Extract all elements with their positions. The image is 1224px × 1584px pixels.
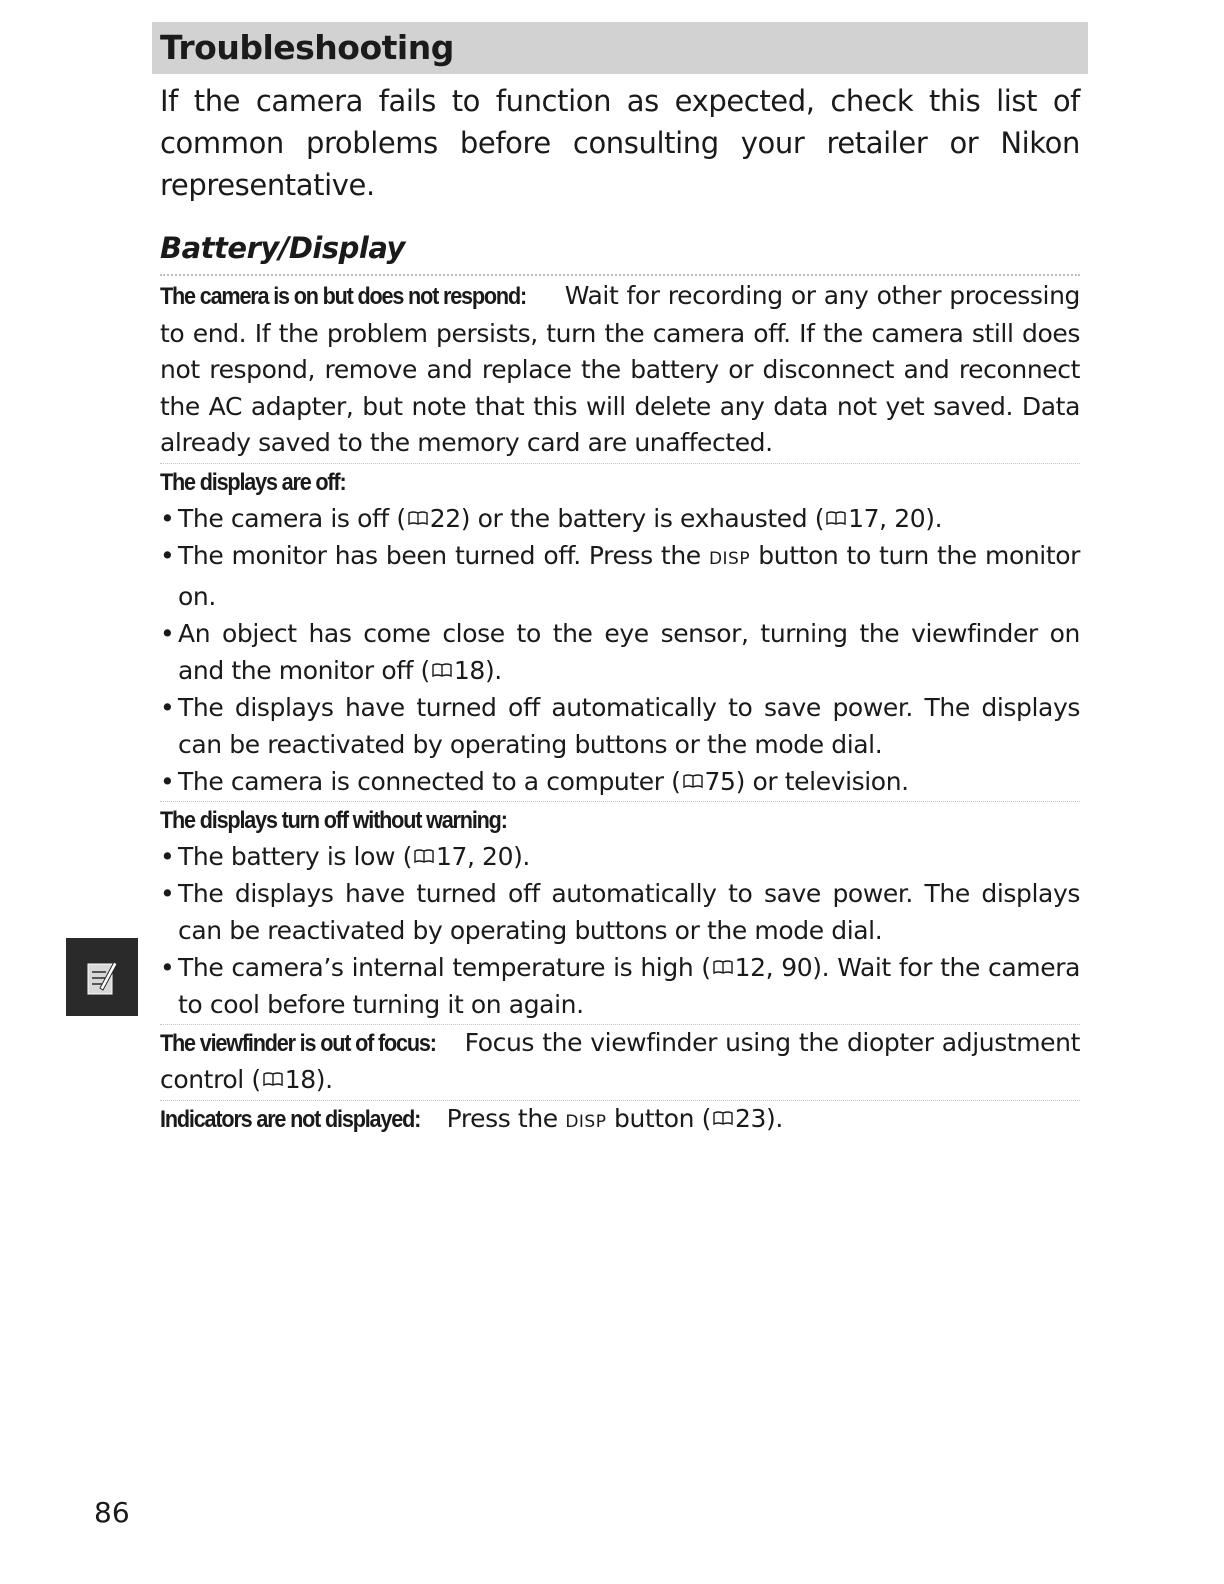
entry-term: Indicators are not displayed: <box>160 1105 421 1133</box>
list-item: • The displays have turned off automatically to save power. The displays can be reactivated by operating buttons or the mode dial. <box>160 689 1080 763</box>
troubleshooting-list <box>160 278 1080 1141</box>
list-item: • The camera is connected to a computer ( 75) or television. <box>160 763 1080 800</box>
list-item: • The camera’s internal temperature is high ( 12, 90). Wait for the camera to cool before turning it on again. <box>160 949 1080 1023</box>
disp-button-label: DISP <box>565 1111 607 1132</box>
book-icon <box>414 849 434 863</box>
entry-camera-not-responding <box>160 278 1080 464</box>
book-icon <box>263 1072 283 1086</box>
entry-text: The camera is on but does not respond: Wait for recording or any other processing to end. If the problem persists, turn the camera off. If the camera still does not respond, remove and replace the battery or disconnect and reconnect the AC adapter, but note that this will delete any data not yet saved. Data already saved to the memory card are unaffected. <box>160 281 1081 457</box>
book-icon <box>432 663 452 677</box>
book-icon <box>408 511 428 525</box>
list-item: • The battery is low ( 17, 20). <box>160 838 1080 875</box>
entry-text: The viewfinder is out of focus: Focus the viewfinder using the diopter adjustment control ( 18). <box>160 1027 1080 1094</box>
bullet-list <box>160 500 1080 800</box>
page-number: 86 <box>94 1496 130 1529</box>
intro-paragraph: If the camera fails to function as expected, check this list of common problems before consulting your retailer or Nikon representative. <box>160 84 1080 202</box>
book-icon <box>683 774 703 788</box>
book-icon <box>713 1111 733 1125</box>
entry-term-line <box>160 464 1080 500</box>
book-icon <box>713 960 733 974</box>
book-icon <box>826 511 846 525</box>
bullet-list <box>160 838 1080 1023</box>
entry-viewfinder-focus <box>160 1025 1080 1101</box>
entry-term: The displays turn off without warning: <box>160 806 507 834</box>
page-title: Troubleshooting <box>160 28 454 67</box>
title-banner <box>152 22 1088 74</box>
entry-displays-off <box>160 464 1080 802</box>
chapter-tab <box>66 938 138 1016</box>
list-item: • An object has come close to the eye sensor, turning the viewfinder on and the monitor off ( 18). <box>160 615 1080 689</box>
entry-term: The camera is on but does not respond: <box>160 283 527 310</box>
entry-term-line <box>160 802 1080 838</box>
list-item: • The displays have turned off automatically to save power. The displays can be reactivated by operating buttons or the mode dial. <box>160 875 1080 949</box>
entry-term: The viewfinder is out of focus: <box>160 1029 436 1057</box>
entry-term: The displays are off: <box>160 468 346 496</box>
section-title: Battery/Display <box>160 231 405 265</box>
list-item: • The camera is off ( 22) or the battery is exhausted ( 17, 20). <box>160 500 1080 537</box>
list-item: • The monitor has been turned off. Press the DISP button to turn the monitor on. <box>160 537 1080 615</box>
disp-button-label: DISP <box>708 548 751 569</box>
section-heading <box>160 226 1080 276</box>
entry-indicators <box>160 1101 1080 1142</box>
notes-icon <box>86 958 118 996</box>
entry-displays-turn-off <box>160 802 1080 1025</box>
entry-text: Indicators are not displayed: Press the DISP button ( 23). <box>160 1101 1080 1141</box>
